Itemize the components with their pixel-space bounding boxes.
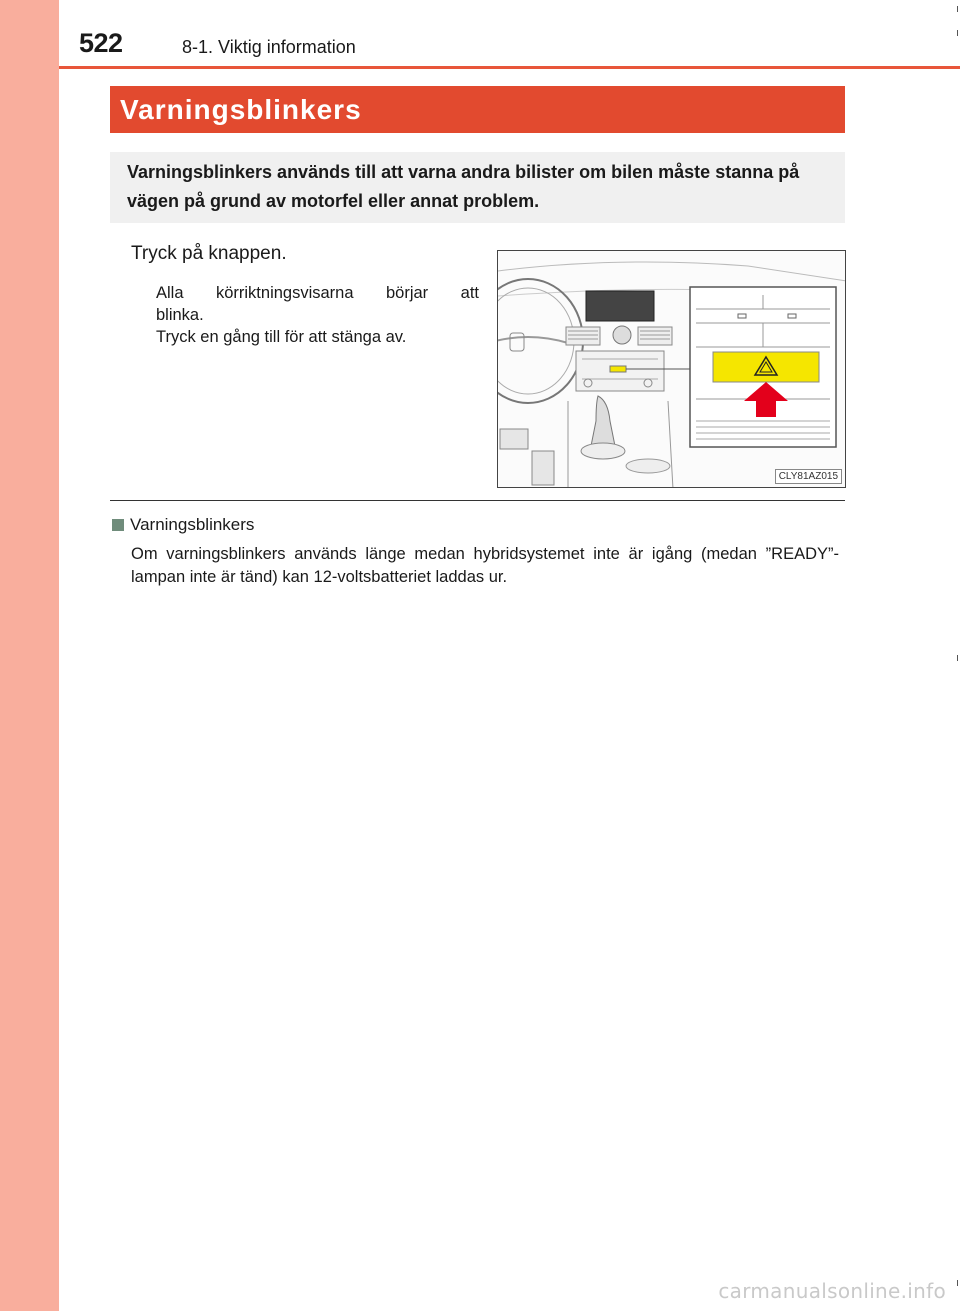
info-body: Om varningsblinkers används länge medan hybridsystemet inte är igång (medan ”READY”-lampan inte är tänd) kan 12-voltsbatteriet laddas ur.: [131, 545, 839, 586]
step-note: [156, 282, 479, 348]
square-bullet-icon: [112, 519, 124, 531]
step-instruction: Tryck på knappen.: [131, 243, 287, 264]
page-title: Varningsblinkers: [120, 93, 362, 125]
intro-text: Varningsblinkers används till att varna andra bilister om bilen måste stanna på vägen på grund av motorfel eller annat problem.: [127, 162, 800, 211]
step-note-line-1: Alla körriktningsvisarna börjar att: [156, 284, 479, 302]
intro-box: [110, 152, 845, 223]
section-label: 8-1. Viktig information: [182, 37, 356, 57]
info-heading-text: Varningsblinkers: [130, 515, 255, 534]
header-rule: [59, 66, 960, 69]
section-divider: [110, 500, 845, 501]
figure-code: CLY81AZ015: [775, 469, 842, 484]
dashboard-illustration: [497, 250, 846, 488]
crop-mark: [957, 655, 958, 661]
info-heading: [112, 515, 254, 535]
crop-mark: [957, 6, 958, 12]
side-strip: [0, 0, 59, 1311]
crop-mark: [957, 1280, 958, 1286]
crop-mark: [957, 30, 958, 36]
dashboard-drawing: [498, 251, 846, 488]
watermark: carmanualsonline.info: [718, 1279, 946, 1303]
page-title-bar: [110, 86, 845, 133]
page-number: 522: [79, 28, 123, 58]
step-note-line-2: blinka.: [156, 306, 204, 324]
step-note-line-3: Tryck en gång till för att stänga av.: [156, 328, 407, 346]
